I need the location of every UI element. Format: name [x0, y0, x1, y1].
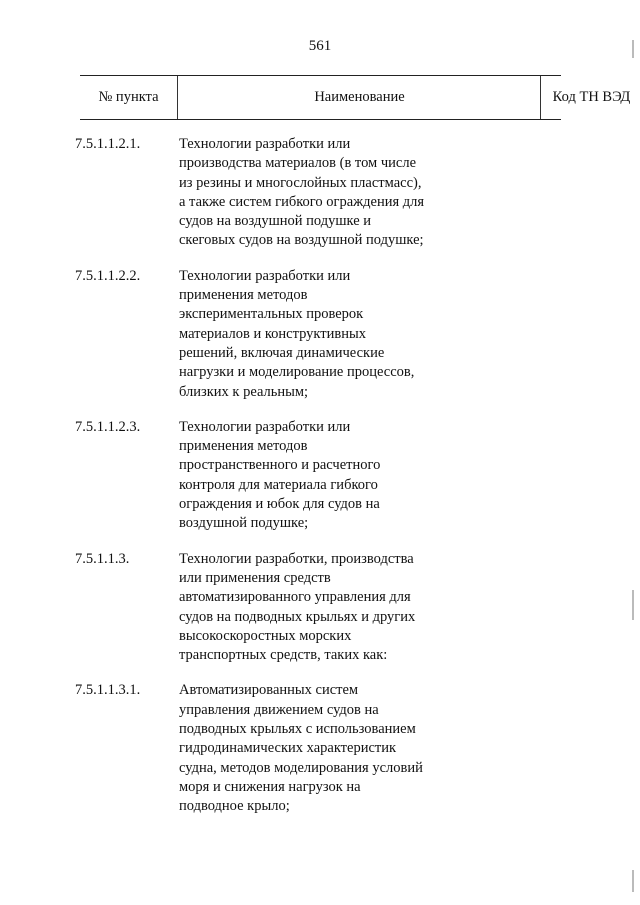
entry-text: Технологии разработки или применения методов экспериментальных проверок материалов и конструктивных решений, включая динамические нагрузки и моделирование процессов, близких к реальным;	[179, 267, 415, 400]
entry-number: 7.5.1.1.2.2.	[75, 267, 141, 284]
header-name-column: Наименование	[177, 76, 541, 119]
entry-text: Технологии разработки или производства материалов (в том числе из резины и многослойных пластмасс), а также систем гибкого ограждения для судов на воздушной подушке и скеговых судов на воздушной подушке;	[179, 136, 425, 249]
list-item	[75, 418, 575, 534]
page-number: 561	[308, 38, 332, 54]
entry-text: Технологии разработки или применения методов пространственного и расчетного контроля для материала гибкого ограждения и юбок для судов на воздушной подушке;	[179, 418, 381, 532]
table-header	[80, 75, 631, 120]
scan-edge-mark	[632, 870, 634, 892]
entry-number: 7.5.1.1.2.1.	[75, 136, 141, 152]
list-item	[75, 550, 575, 666]
entries-list	[75, 135, 575, 833]
entry-number: 7.5.1.1.2.3.	[75, 418, 141, 435]
entry-text: Технологии разработки, производства или применения средств автоматизированного управления для судов на подводных крыльях и других высокоскоростных морских транспортных средств, таких как:	[179, 550, 416, 664]
list-item	[75, 135, 575, 251]
entry-number: 7.5.1.1.3.	[75, 550, 130, 567]
header-number-column: № пункта	[98, 89, 159, 105]
entry-number: 7.5.1.1.3.1.	[75, 682, 141, 699]
list-item	[75, 681, 575, 816]
header-code-column: Код ТН ВЭД	[540, 76, 640, 119]
scan-edge-mark	[632, 590, 634, 620]
list-item	[75, 267, 575, 402]
entry-text: Автоматизированных систем управления движением судов на подводных крыльях с использованием гидродинамических характеристик судна, методов моделирования условий моря и снижения нагрузок на подводное крыло;	[179, 682, 423, 815]
scan-edge-mark	[632, 40, 634, 58]
